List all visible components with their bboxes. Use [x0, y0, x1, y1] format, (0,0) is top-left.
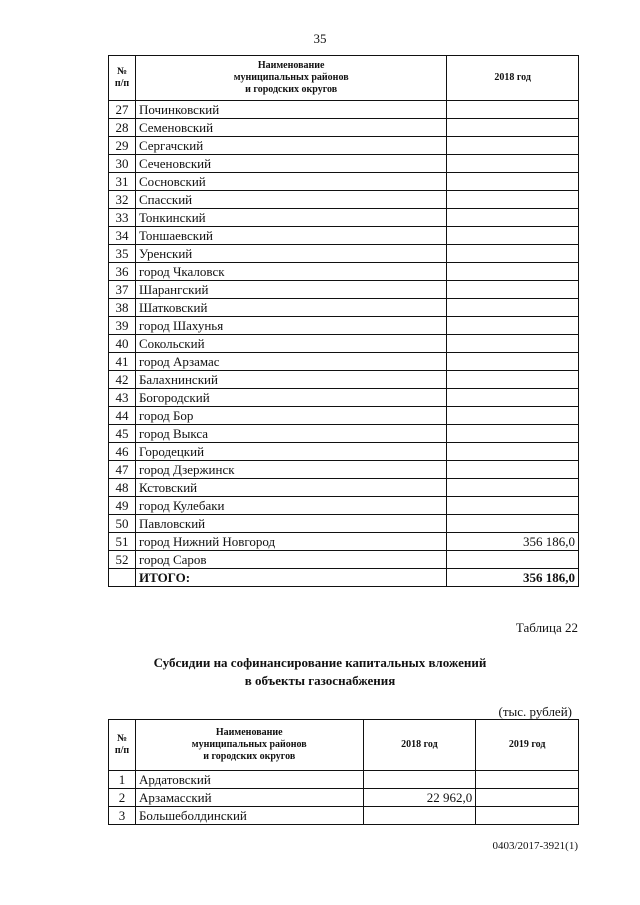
- value-2018: [447, 479, 579, 497]
- header-name-line: муниципальных районов: [191, 739, 307, 750]
- value-2018: [447, 353, 579, 371]
- value-2018: [447, 497, 579, 515]
- value-2018: [447, 209, 579, 227]
- subsidy-table-header: [109, 720, 579, 771]
- district-name: город Чкаловск: [135, 263, 446, 281]
- header-name-line: Наименование: [215, 727, 283, 738]
- row-number: 33: [109, 209, 136, 227]
- district-name: город Шахунья: [135, 317, 446, 335]
- table-row: [109, 479, 579, 497]
- district-name: Спасский: [135, 191, 446, 209]
- table-row: [109, 461, 579, 479]
- row-number: 38: [109, 299, 136, 317]
- header-year-2018: 2018 год: [363, 720, 476, 771]
- table-row: [109, 789, 579, 807]
- district-name: Городецкий: [135, 443, 446, 461]
- header-year-2019: 2019 год: [476, 720, 579, 771]
- district-name: Шарангский: [135, 281, 446, 299]
- header-year-2018: 2018 год: [447, 56, 579, 101]
- row-number: 31: [109, 173, 136, 191]
- header-name: [135, 720, 363, 771]
- value-2019: [476, 771, 579, 789]
- table-row: [109, 137, 579, 155]
- value-2018: [447, 191, 579, 209]
- table-row: [109, 533, 579, 551]
- row-number: 2: [109, 789, 136, 807]
- row-number: 47: [109, 461, 136, 479]
- value-2018: [447, 155, 579, 173]
- district-name: город Бор: [135, 407, 446, 425]
- row-number: 34: [109, 227, 136, 245]
- table-row: [109, 173, 579, 191]
- total-num-cell: [109, 569, 136, 587]
- district-name: Сосновский: [135, 173, 446, 191]
- value-2018: [447, 551, 579, 569]
- main-table: [108, 55, 579, 587]
- table-caption: Таблица 22: [515, 620, 578, 635]
- row-number: 43: [109, 389, 136, 407]
- header-name-line: муниципальных районов: [233, 72, 349, 83]
- district-name: Уренский: [135, 245, 446, 263]
- row-number: 48: [109, 479, 136, 497]
- district-name: Сеченовский: [135, 155, 446, 173]
- district-name: Тоншаевский: [135, 227, 446, 245]
- value-2018: [447, 461, 579, 479]
- value-2018: [447, 227, 579, 245]
- header-num-line: п/п: [114, 78, 130, 89]
- row-number: 49: [109, 497, 136, 515]
- table-row: [109, 515, 579, 533]
- unit-label: (тыс. рублей): [498, 704, 572, 719]
- value-2018: 356 186,0: [447, 533, 579, 551]
- district-name: Богородский: [135, 389, 446, 407]
- row-number: 45: [109, 425, 136, 443]
- row-number: 51: [109, 533, 136, 551]
- row-number: 40: [109, 335, 136, 353]
- district-name: город Саров: [135, 551, 446, 569]
- row-number: 44: [109, 407, 136, 425]
- value-2019: [476, 789, 579, 807]
- district-name: Ардатовский: [135, 771, 363, 789]
- row-number: 37: [109, 281, 136, 299]
- document-code: 0403/2017-3921(1): [492, 840, 578, 852]
- value-2019: [476, 807, 579, 825]
- total-row: [109, 569, 579, 587]
- value-2018: [447, 407, 579, 425]
- row-number: 52: [109, 551, 136, 569]
- value-2018: [447, 137, 579, 155]
- table-row: [109, 263, 579, 281]
- district-name: город Кулебаки: [135, 497, 446, 515]
- value-2018: [447, 173, 579, 191]
- header-name: [135, 56, 446, 101]
- district-name: город Арзамас: [135, 353, 446, 371]
- value-2018: [447, 389, 579, 407]
- page-number: 35: [313, 31, 327, 46]
- table-row: [109, 299, 579, 317]
- value-2018: [447, 119, 579, 137]
- table-row: [109, 281, 579, 299]
- value-2018: [363, 771, 476, 789]
- value-2018: [447, 335, 579, 353]
- header-num-line: №: [116, 66, 127, 77]
- district-name: город Нижний Новгород: [135, 533, 446, 551]
- value-2018: [447, 263, 579, 281]
- table-row: [109, 771, 579, 789]
- total-value: 356 186,0: [447, 569, 579, 587]
- district-name: город Выкса: [135, 425, 446, 443]
- row-number: 32: [109, 191, 136, 209]
- table-row: [109, 317, 579, 335]
- district-name: Павловский: [135, 515, 446, 533]
- main-table-header: [109, 56, 579, 101]
- district-name: Арзамасский: [135, 789, 363, 807]
- header-num-line: №: [116, 733, 127, 744]
- value-2018: [363, 807, 476, 825]
- total-label: ИТОГО:: [135, 569, 446, 587]
- row-number: 41: [109, 353, 136, 371]
- row-number: 46: [109, 443, 136, 461]
- table-row: [109, 191, 579, 209]
- table-row: [109, 245, 579, 263]
- district-name: Кстовский: [135, 479, 446, 497]
- table-title-line: Субсидии на софинансирование капитальных вложений: [153, 655, 487, 670]
- table-row: [109, 119, 579, 137]
- district-name: Тонкинский: [135, 209, 446, 227]
- header-num: [109, 720, 136, 771]
- value-2018: [447, 443, 579, 461]
- header-name-line: и городских округов: [203, 751, 296, 762]
- table-row: [109, 497, 579, 515]
- district-name: Починковский: [135, 101, 446, 119]
- table-row: [109, 101, 579, 119]
- row-number: 27: [109, 101, 136, 119]
- table-title-line: в объекты газоснабжения: [244, 673, 396, 688]
- district-name: Балахнинский: [135, 371, 446, 389]
- table-title: [0, 654, 640, 690]
- row-number: 1: [109, 771, 136, 789]
- district-name: Сокольский: [135, 335, 446, 353]
- row-number: 50: [109, 515, 136, 533]
- table-row: [109, 425, 579, 443]
- table-row: [109, 807, 579, 825]
- table-row: [109, 551, 579, 569]
- table-row: [109, 227, 579, 245]
- value-2018: [447, 515, 579, 533]
- district-name: Сергачский: [135, 137, 446, 155]
- row-number: 29: [109, 137, 136, 155]
- header-name-line: и городских округов: [245, 84, 338, 95]
- district-name: Шатковский: [135, 299, 446, 317]
- header-name-line: Наименование: [257, 60, 325, 71]
- district-name: город Дзержинск: [135, 461, 446, 479]
- header-num: [109, 56, 136, 101]
- table-row: [109, 155, 579, 173]
- value-2018: [447, 317, 579, 335]
- row-number: 30: [109, 155, 136, 173]
- row-number: 36: [109, 263, 136, 281]
- table-row: [109, 335, 579, 353]
- subsidy-table: [108, 719, 579, 825]
- value-2018: [447, 101, 579, 119]
- row-number: 28: [109, 119, 136, 137]
- table-row: [109, 371, 579, 389]
- row-number: 3: [109, 807, 136, 825]
- district-name: Семеновский: [135, 119, 446, 137]
- row-number: 39: [109, 317, 136, 335]
- table-row: [109, 209, 579, 227]
- table-row: [109, 407, 579, 425]
- value-2018: 22 962,0: [363, 789, 476, 807]
- row-number: 42: [109, 371, 136, 389]
- header-num-line: п/п: [114, 745, 130, 756]
- value-2018: [447, 425, 579, 443]
- district-name: Большеболдинский: [135, 807, 363, 825]
- table-row: [109, 443, 579, 461]
- value-2018: [447, 299, 579, 317]
- value-2018: [447, 281, 579, 299]
- table-row: [109, 389, 579, 407]
- table-row: [109, 353, 579, 371]
- row-number: 35: [109, 245, 136, 263]
- value-2018: [447, 371, 579, 389]
- value-2018: [447, 245, 579, 263]
